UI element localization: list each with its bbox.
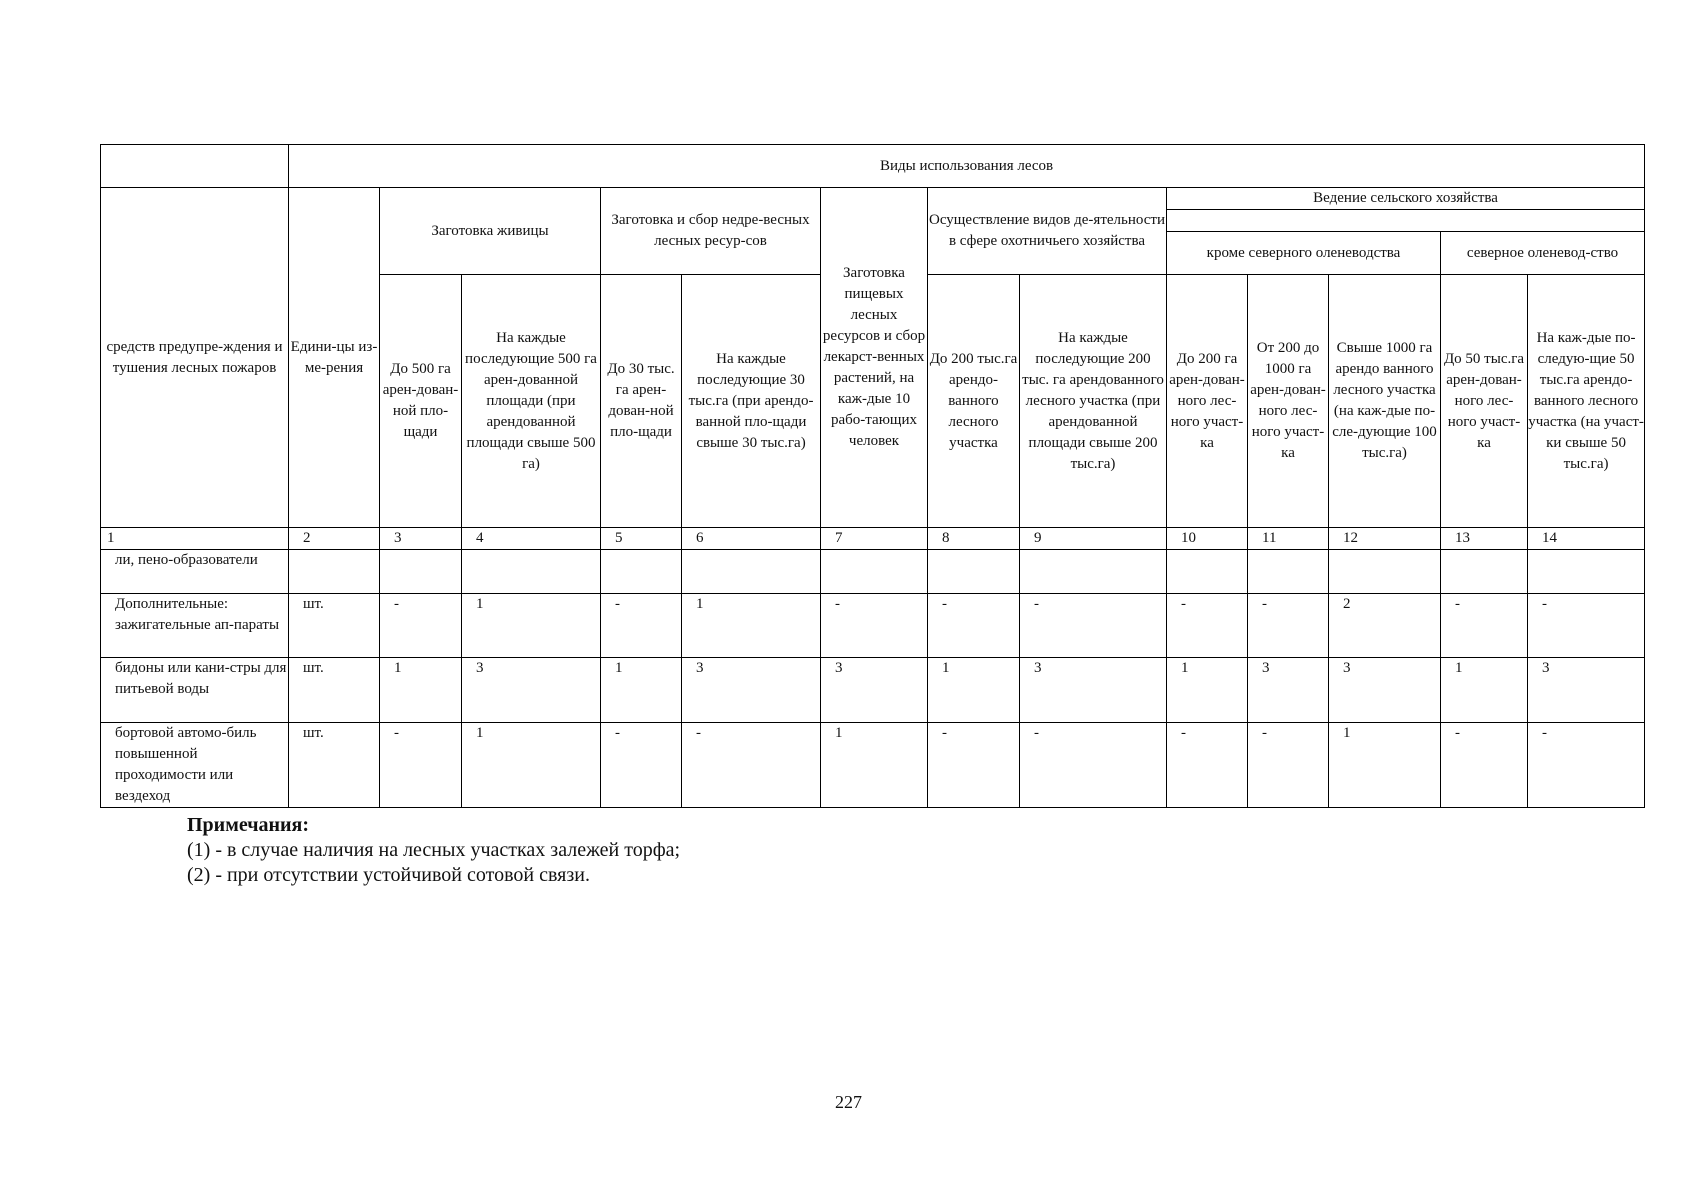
table-cell: - [682,723,821,808]
super-header: Виды использования лесов [289,145,1645,188]
table-cell: 1 [462,594,601,658]
note-line: (2) - при отсутствии устойчивой сотовой связи. [187,864,590,886]
table-cell [928,550,1020,594]
table-cell: - [1248,594,1329,658]
subheader-13: До 50 тыс.га арен-дован-ного лес-ного участ-ка [1441,275,1528,528]
table-cell: - [928,594,1020,658]
table-cell: - [1167,594,1248,658]
table-cell: - [1167,723,1248,808]
table-row [101,658,1645,723]
table-cell: 3 [682,658,821,723]
notes-title: Примечания: [187,814,310,836]
subheader-4: На каждые последующие 500 га арен-дованной площади (при арендованной площади свыше 500 га) [462,275,601,528]
table-cell: 1 [1329,723,1441,808]
column-number: 6 [682,528,821,550]
table-cell: 3 [821,658,928,723]
table-cell [1248,550,1329,594]
group-pishchevye: Заготовка пищевых лесных ресурсов и сбор лекарст-венных растений, на каж-дые 10 рабо-тающих человек [821,188,928,528]
row-unit: шт. [289,658,380,723]
table-cell [821,550,928,594]
group-okhota: Осуществление видов де-ятельности в сфере охотничьего хозяйства [928,188,1167,275]
table-cell [1441,550,1528,594]
unit-header: Едини-цы из-ме-рения [289,188,380,528]
row-unit [289,550,380,594]
group-zhivitsa: Заготовка живицы [380,188,601,275]
column-number: 10 [1167,528,1248,550]
table-cell: 2 [1329,594,1441,658]
table-cell: 1 [601,658,682,723]
table-cell: - [1020,723,1167,808]
table-cell [1528,550,1645,594]
column-number: 13 [1441,528,1528,550]
table-cell: 1 [682,594,821,658]
row-unit: шт. [289,723,380,808]
column-number: 8 [928,528,1020,550]
header-empty-cell [101,145,289,188]
group-selskoe: Ведение сельского хозяйства [1167,188,1645,210]
note-line: (1) - в случае наличия на лесных участках залежей торфа; [187,839,681,861]
row-name: ли, пено-образователи [101,550,289,594]
forest-use-table [100,144,1645,808]
table-cell: 1 [821,723,928,808]
table-cell: 3 [1020,658,1167,723]
column-number: 12 [1329,528,1441,550]
selskoe-spacer [1167,210,1645,232]
table-cell [380,550,462,594]
table-cell [1167,550,1248,594]
group-severnoe: северное оленевод-ство [1441,232,1645,275]
table-cell: - [1441,723,1528,808]
column-number: 7 [821,528,928,550]
table-cell: 3 [1329,658,1441,723]
table-row [101,723,1645,808]
subheader-6: На каждые последующие 30 тыс.га (при арендо-ванной пло-щади свыше 30 тыс.га) [682,275,821,528]
table-cell: - [821,594,928,658]
table-cell [462,550,601,594]
row-name: бидоны или кани-стры для питьевой воды [101,658,289,723]
table-cell: - [1528,723,1645,808]
table-cell: - [1020,594,1167,658]
column-number: 9 [1020,528,1167,550]
row-name: бортовой автомо-биль повышенной проходимости или вездеход [101,723,289,808]
subheader-9: На каждые последующие 200 тыс. га арендованного лесного участка (при арендованной площади свыше 200 тыс.га) [1020,275,1167,528]
row-name: Дополнительные: зажигательные ап-параты [101,594,289,658]
table-cell: - [928,723,1020,808]
subheader-11: От 200 до 1000 га арен-дован-ного лес-ного участ-ка [1248,275,1329,528]
table-cell: 1 [1167,658,1248,723]
notes-block [187,813,680,888]
column-number: 5 [601,528,682,550]
table-cell: - [1248,723,1329,808]
subheader-10: До 200 га арен-дован-ного лес-ного участ-ка [1167,275,1248,528]
table-cell: - [601,723,682,808]
table-cell: 1 [1441,658,1528,723]
subheader-5: До 30 тыс. га арен-дован-ной пло-щади [601,275,682,528]
column-number: 4 [462,528,601,550]
table-cell: - [380,594,462,658]
subheader-8: До 200 тыс.га арендо-ванного лесного участка [928,275,1020,528]
row-unit: шт. [289,594,380,658]
table-cell [601,550,682,594]
column-number: 14 [1528,528,1645,550]
table-cell: 1 [380,658,462,723]
table-cell: 3 [462,658,601,723]
column-numbers-row [101,528,1645,550]
table-cell: 1 [462,723,601,808]
table-cell: 3 [1248,658,1329,723]
column-number: 2 [289,528,380,550]
page-number: 227 [835,1092,862,1112]
column-number: 3 [380,528,462,550]
table-cell: 3 [1528,658,1645,723]
subheader-14: На каж-дые по-следую-щие 50 тыс.га арендо-ванного лесного участка (на участ-ки свыше 50 тыс.га) [1528,275,1645,528]
column-number: 11 [1248,528,1329,550]
table-cell: - [601,594,682,658]
group-nedrevesnye: Заготовка и сбор недре-весных лесных ресур-сов [601,188,821,275]
table-cell: - [1441,594,1528,658]
subheader-12: Свыше 1000 га арендо ванного лесного участка (на каж-дые по-сле-дующие 100 тыс.га) [1329,275,1441,528]
table-cell [1329,550,1441,594]
col1-header: средств предупре-ждения и тушения лесных пожаров [101,188,289,528]
table-cell: 1 [928,658,1020,723]
table-row [101,550,1645,594]
table-cell: - [380,723,462,808]
table-cell: - [1528,594,1645,658]
table-row [101,594,1645,658]
table-cell [1020,550,1167,594]
table-cell [682,550,821,594]
group-krome-severnogo: кроме северного оленеводства [1167,232,1441,275]
column-number: 1 [101,528,289,550]
subheader-3: До 500 га арен-дован-ной пло-щади [380,275,462,528]
